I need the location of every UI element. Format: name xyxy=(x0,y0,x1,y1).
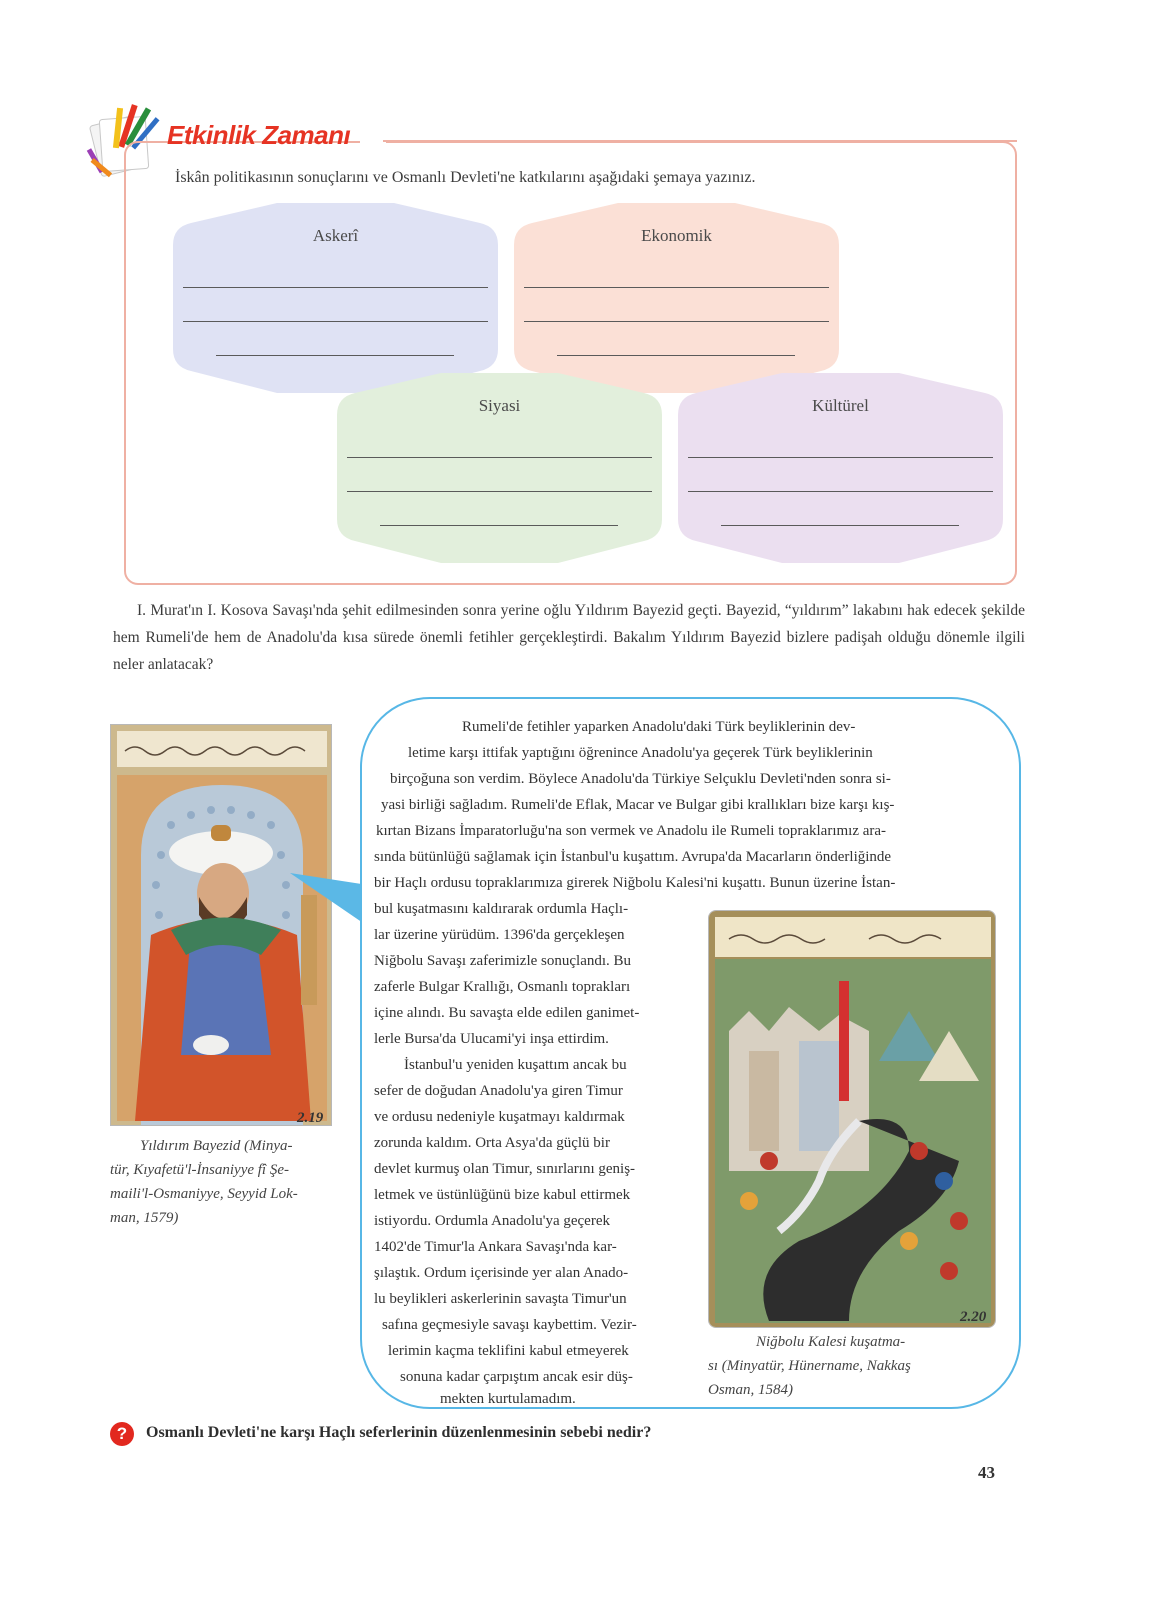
answer-line[interactable] xyxy=(688,457,993,458)
bubble-line: şılaştık. Ordum içerisinde yer alan Anado- xyxy=(374,1265,629,1281)
answer-line[interactable] xyxy=(183,321,488,322)
figure-caption xyxy=(708,1330,998,1402)
bubble-line: 1402'de Timur'la Ankara Savaşı'nda kar- xyxy=(374,1239,617,1255)
bubble-line: bul kuşatmasını kaldırarak ordumla Haçlı- xyxy=(374,901,629,917)
hex-title: Kültürel xyxy=(812,396,869,415)
bubble-line: Rumeli'de fetihler yaparken Anadolu'daki Türk beyliklerinin dev- xyxy=(462,719,856,735)
bubble-line: lerle Bursa'da Ulucami'yi inşa ettirdim. xyxy=(374,1031,609,1047)
answer-line[interactable] xyxy=(688,491,993,492)
bubble-line: zaferle Bulgar Krallığı, Osmanlı toprakları xyxy=(374,979,631,995)
speech-bubble-tail xyxy=(280,855,370,935)
figure-caption xyxy=(110,1134,335,1230)
bubble-line: devlet kurmuş olan Timur, sınırlarını geniş- xyxy=(374,1161,636,1177)
caption-line: sı (Minyatür, Hünername, Nakkaş xyxy=(708,1358,911,1374)
hex-title: Ekonomik xyxy=(641,226,712,245)
bubble-line: sında bütünlüğü sağlamak için İstanbul'u kuşattım. Avrupa'da Macarların önderliğinde xyxy=(374,849,892,865)
question-mark-icon: ? xyxy=(110,1422,134,1446)
figure-number: 2.20 xyxy=(960,1309,987,1325)
figure-number: 2.19 xyxy=(297,1110,324,1126)
answer-line[interactable] xyxy=(347,457,652,458)
page-number: 43 xyxy=(978,1463,995,1482)
bubble-line: lu beylikleri askerlerinin savaşta Timur'un xyxy=(374,1291,627,1307)
activity-title: Etkinlik Zamanı xyxy=(167,120,351,150)
bubble-line: letime karşı ittifak yaptığını öğrenince Anadolu'ya geçerek Türk beyliklerinin xyxy=(408,745,873,761)
hex-box-siyasi xyxy=(337,373,662,563)
caption-line: Osman, 1584) xyxy=(708,1382,793,1398)
caption-line: maili'l-Osmaniyye, Seyyid Lok- xyxy=(110,1186,298,1202)
bubble-line: zorunda kaldım. Orta Asya'da güçlü bir xyxy=(374,1135,610,1151)
caption-line: man, 1579) xyxy=(110,1210,179,1226)
bubble-line: İstanbul'u yeniden kuşattım ancak bu xyxy=(404,1057,627,1073)
answer-line[interactable] xyxy=(721,525,959,526)
answer-line[interactable] xyxy=(380,525,618,526)
hex-title: Askerî xyxy=(312,226,359,245)
hex-title: Siyasi xyxy=(478,396,521,415)
siege-miniature xyxy=(709,911,996,1328)
answer-line[interactable] xyxy=(216,355,454,356)
bubble-line: sonuna kadar çarpıştım ancak esir düş- xyxy=(400,1369,633,1385)
hex-box-askeri xyxy=(173,203,498,393)
figure-nigbolu-siege xyxy=(708,910,996,1328)
bubble-line: birçoğuna son verdim. Böylece Anadolu'da Türkiye Selçuklu Devleti'nden sonra si- xyxy=(390,771,891,787)
activity-instruction: İskân politikasının sonuçlarını ve Osmanlı Devleti'ne katkılarını aşağıdaki şemaya yazınız. xyxy=(175,169,756,186)
bubble-line: mekten kurtulamadım. xyxy=(440,1391,576,1407)
answer-line[interactable] xyxy=(183,287,488,288)
bubble-line: lar üzerine yürüdüm. 1396'da gerçekleşen xyxy=(374,927,625,943)
bubble-line: bir Haçlı ordusu topraklarımıza girerek Niğbolu Kalesi'ni kuşattı. Bunun üzerine İstan- xyxy=(374,875,896,891)
bubble-line: safına geçmesiyle savaşı kaybettim. Vezir- xyxy=(382,1317,637,1333)
bubble-line: letmek ve üstünlüğünü bize kabul ettirmek xyxy=(374,1187,631,1203)
caption-line: tür, Kıyafetü'l-İnsaniyye fî Şe- xyxy=(110,1162,289,1178)
answer-line[interactable] xyxy=(524,287,829,288)
bubble-line: yasi birliği sağladım. Rumeli'de Eflak, Macar ve Bulgar gibi krallıkları bize karşı kış- xyxy=(381,797,895,813)
bubble-line: içine alındı. Bu savaşta elde edilen ganimet- xyxy=(374,1005,640,1021)
hex-box-kulturel xyxy=(678,373,1003,563)
bubble-line: istiyordu. Ordumla Anadolu'ya geçerek xyxy=(374,1213,610,1229)
bubble-line: ve ordusu nedeniyle kuşatmayı kaldırmak xyxy=(374,1109,625,1125)
bubble-line: kırtan Bizans İmparatorluğu'na son vermek ve Anadolu ile Rumeli topraklarımız ara- xyxy=(376,823,887,839)
caption-line: Niğbolu Kalesi kuşatma- xyxy=(756,1334,906,1350)
bubble-line: sefer de doğudan Anadolu'ya giren Timur xyxy=(374,1083,623,1099)
title-rule xyxy=(383,140,1017,142)
answer-line[interactable] xyxy=(347,491,652,492)
answer-line[interactable] xyxy=(524,321,829,322)
answer-line[interactable] xyxy=(557,355,795,356)
caption-line: Yıldırım Bayezid (Minya- xyxy=(140,1138,293,1154)
bubble-line: Niğbolu Savaşı zaferimizle sonuçlandı. Bu xyxy=(374,953,632,969)
hex-box-ekonomik xyxy=(514,203,839,393)
intro-paragraph: I. Murat'ın I. Kosova Savaşı'nda şehit edilmesinden sonra yerine oğlu Yıldırım Bayezid geçti. Bayezid, “yıldırım” lakabını hak edecek şekilde hem Rumeli'de hem de Anadolu'da kısa sürede önemli fetihler gerçekleştirdi. Bakalım Yıldırım Bayezid bizlere padişah olduğu dönemle ilgili neler anlatacak? xyxy=(113,602,1025,673)
question-text: Osmanlı Devleti'ne karşı Haçlı seferlerinin düzenlenmesinin sebebi nedir? xyxy=(146,1424,652,1441)
bubble-line: lerimin kaçma teklifini kabul etmeyerek xyxy=(388,1343,629,1359)
